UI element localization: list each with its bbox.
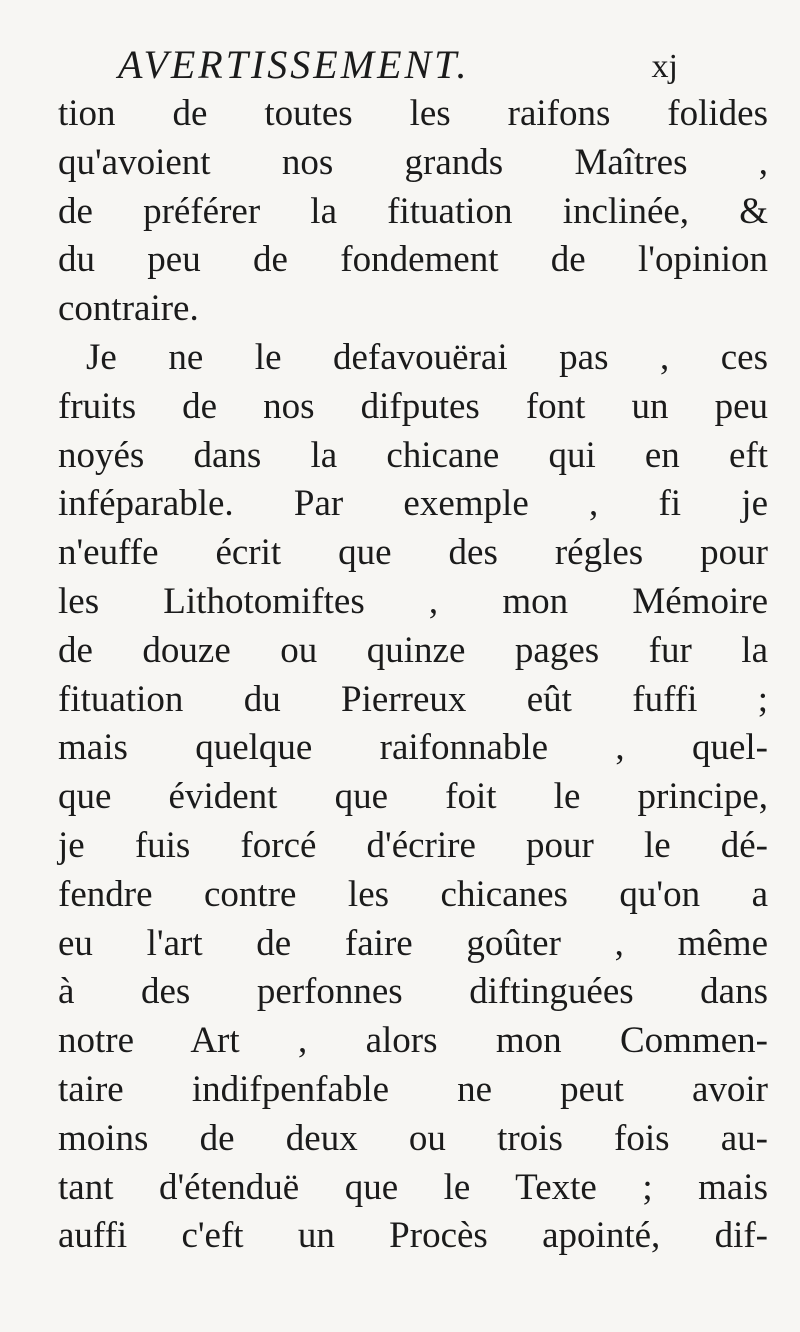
text-line: Je ne le defavouërai pas , ces	[86, 336, 768, 378]
running-title: AVERTISSEMENT.	[118, 42, 470, 87]
text-line: moins de deux ou trois fois au-	[58, 1117, 768, 1159]
running-head	[118, 40, 678, 90]
text-line: inféparable. Par exemple , fi je	[58, 483, 768, 525]
text-line: de douze ou quinze pages fur la	[58, 629, 768, 671]
text-line: mais quelque raifonnable , quel-	[58, 727, 768, 769]
page-number: xj	[651, 48, 678, 85]
text-line: les Lithotomiftes , mon Mémoire	[58, 580, 768, 622]
text-line: tion de toutes les raifons folides	[58, 93, 768, 134]
text-line: notre Art , alors mon Commen-	[58, 1020, 768, 1062]
text-line: contraire.	[58, 288, 199, 330]
text-line: fruits de nos difputes font un peu	[58, 385, 768, 427]
text-line: n'euffe écrit que des régles pour	[58, 532, 768, 574]
text-line: fendre contre les chicanes qu'on a	[58, 873, 768, 915]
text-line: fituation du Pierreux eût fuffi ;	[58, 678, 768, 720]
text-line: à des perfonnes diftinguées dans	[58, 971, 768, 1013]
text-line: noyés dans la chicane qui en eft	[58, 434, 768, 476]
text-line: qu'avoient nos grands Maîtres ,	[58, 141, 768, 183]
text-line: eu l'art de faire goûter , même	[58, 922, 768, 964]
text-line: du peu de fondement de l'opinion	[58, 239, 768, 281]
text-line: je fuis forcé d'écrire pour le dé-	[58, 824, 768, 866]
text-line: que évident que foit le principe,	[58, 776, 768, 818]
text-line: de préférer la fituation inclinée, &	[58, 190, 768, 232]
text-line: taire indifpenfable ne peut avoir	[58, 1068, 768, 1110]
text-line: auffi c'eft un Procès apointé, dif-	[58, 1215, 768, 1257]
text-line: tant d'étenduë que le Texte ; mais	[58, 1166, 768, 1208]
body-text	[58, 90, 788, 1261]
